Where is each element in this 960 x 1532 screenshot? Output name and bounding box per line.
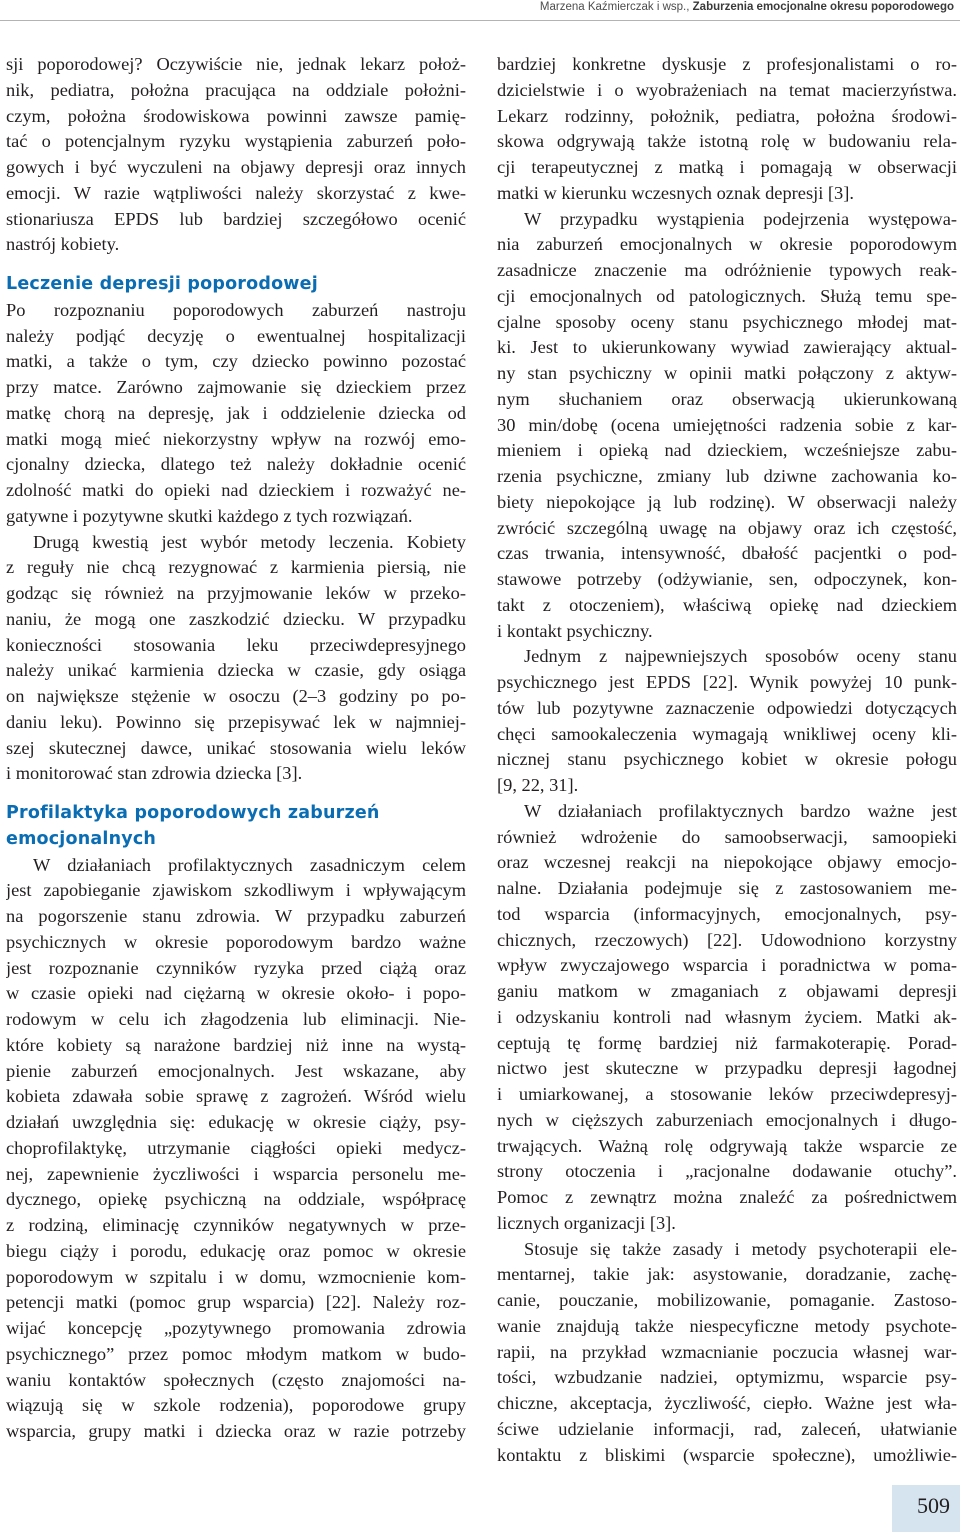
text-line: choprofilaktykę, utrzymanie ciągłości opieki medycz-	[6, 1137, 466, 1158]
text-line: nia zaburzeń emocjonalnych w okresie poporodowym	[497, 234, 957, 255]
running-header	[540, 0, 960, 20]
text-line: psychicznego jest EPDS [22]. Wynik powyżej 10 punk-	[497, 672, 957, 692]
text-line: nicznej stanu psychicznego kobiet w okresie połogu	[497, 749, 957, 770]
text-line: czym, położna środowiskowa powinni zawsze pamię-	[6, 105, 466, 126]
text-line: kontaktu z bliskimi (wsparcie społeczne), umożliwie-	[497, 1444, 957, 1465]
text-line: chęci samookaleczenia wymagają wnikliwej oceny kli-	[497, 723, 957, 744]
text-line: Stosuje się także zasady i metody psychoterapii ele-	[524, 1238, 957, 1259]
text-line: pienie zaburzeń emocjonalnych. Jest wskazane, aby	[6, 1060, 466, 1081]
text-line: i umiarkowanej, a stosowanie leków przeciwdepresyj-	[497, 1084, 957, 1104]
text-line: Drugą kwestią jest wybór metody leczenia. Kobiety	[33, 531, 466, 552]
header-rule	[0, 20, 960, 21]
text-line: ceptują tę formę bardziej niż farmakoterapię. Porad-	[497, 1032, 957, 1053]
text-line: tości, wzbudzanie nadziei, optymizmu, wsparcie psy-	[497, 1367, 957, 1388]
text-line: Jednym z najpewniejszych sposobów oceny stanu	[524, 646, 957, 667]
running-header-authors: Marzena Kaźmierczak i wsp.,	[539, 1, 690, 13]
text-line: działań uwzględnia się: edukację w okresie ciąży, psy-	[6, 1112, 466, 1132]
text-line: z rodziną, eliminację czynników negatywnych w prze-	[6, 1215, 466, 1235]
text-line: przy matce. Zarówno zajmowanie się dzieckiem przez	[6, 377, 466, 397]
paragraph-gap	[6, 258, 466, 272]
text-line: petencji matki (pomoc grup wsparcia) [22]. Należy roz-	[6, 1292, 466, 1313]
text-line: gatywne i pozytywne skutki każdego z tych rozwiązań.	[6, 505, 413, 526]
text-line: W działaniach profilaktycznych zasadniczym celem	[33, 854, 466, 875]
text-line: rodowym w celu ich złagodzenia lub eliminacji. Nie-	[6, 1009, 466, 1029]
text-line: tać o potencjalnym ryzyku wystąpienia zaburzeń poło-	[6, 131, 466, 152]
running-header-title: Zaburzenia emocjonalne okresu poporodowego	[692, 1, 954, 13]
text-line: stawowe potrzeby (odżywianie, sen, odpoczynek, kon-	[497, 569, 957, 589]
text-line: wanie znajdują także niespecyficzne metody psychote-	[497, 1315, 957, 1336]
text-line: gowych i być wyczuleni na objawy depresji oraz innych	[6, 157, 466, 177]
text-line: zdolność matki do opieki nad dzieckiem i rozważyć ne-	[6, 480, 466, 500]
text-line: cjonalny dziecka, dlatego też należy dokładnie ocenić	[6, 454, 466, 475]
text-line: biety niepokojące ją lub rodzinę). W obserwacji należy	[497, 491, 957, 512]
text-line: wpływ zwyczajowego wsparcia i poradnictwa w poma-	[497, 955, 957, 976]
text-line: tod wsparcia (informacyjnych, emocjonalnych, psy-	[497, 903, 957, 924]
text-line: canie, pouczanie, mobilizowanie, pomaganie. Zastoso-	[497, 1290, 957, 1310]
text-line: nej, zapewnienie życzliwości i wsparcia personelu me-	[6, 1163, 466, 1184]
text-line: Po rozpoznaniu poporodowych zaburzeń nastroju	[6, 299, 466, 320]
text-line: matki w kierunku wczesnych oznak depresji [3].	[497, 182, 854, 203]
section-heading: emocjonalnych	[6, 828, 157, 849]
text-line: nych w cięższych zaburzeniach emocjonalnych i długo-	[497, 1109, 957, 1130]
text-line: Pomoc z zewnątrz można znaleźć za pośrednictwem	[497, 1187, 957, 1207]
text-line: i kontakt psychiczny.	[497, 620, 653, 641]
text-line: na pogorszenie stanu zdrowia. W przypadku zaburzeń	[6, 906, 466, 926]
text-line: nalne. Działania podejmuje się z zastosowaniem me-	[497, 878, 957, 898]
text-line: skowa odgrywają także istotną rolę w budowaniu rela-	[497, 131, 957, 152]
section-heading: Profilaktyka poporodowych zaburzeń	[6, 803, 380, 823]
text-line: z reguły nie chcą rezygnować z karmienia piersią, nie	[6, 557, 466, 578]
text-line: matki mogą mieć niekorzystny wpływ na rozwój emo-	[6, 428, 466, 449]
text-line: ny stan psychiczny w opinii matki połączony z aktyw-	[497, 363, 957, 383]
text-line: sji poporodowej? Oczywiście nie, jednak lekarz położ-	[6, 54, 466, 74]
text-line: nym słuchaniem oraz obserwacją ukierunkowaną	[497, 388, 957, 409]
text-line: godząc się również na przyjmowanie leków w przeko-	[6, 583, 466, 603]
text-line: chicznych, rzeczowych) [22]. Udowodniono korzystny	[497, 929, 957, 950]
text-line: tów lub pozytywne zaznaczenie odpowiedzi dotyczących	[497, 697, 957, 718]
text-line: trwających. Ważną rolę odgrywają także wsparcie ze	[497, 1135, 957, 1156]
left-column	[6, 52, 466, 1445]
text-line: rapii, na przykład wzmacnianie poczucia własnej war-	[497, 1341, 957, 1362]
section-heading: Leczenie depresji poporodowej	[6, 274, 318, 294]
text-line: strony otoczenia i „racjonalne dodawanie otuchy”.	[497, 1161, 957, 1182]
text-line: czas trwania, intensywność, dbałość pacjentki o pod-	[497, 543, 957, 564]
text-line: 30 min/dobę (ocena umiejętności radzenia sobie z kar-	[497, 414, 957, 435]
text-line: bardziej konkretne dyskusje z profesjonalistami o ro-	[497, 54, 957, 74]
text-line: ganiu matkom w zmaganiach z objawami depresji	[497, 981, 957, 1001]
text-line: jest rozpoznanie czynników ryzyka przed ciążą oraz	[6, 957, 466, 978]
text-line: cji emocjonalnych od patologicznych. Służą temu spe-	[497, 285, 957, 306]
text-line: daniu leku). Powinno się przepisywać lek w najmniej-	[6, 711, 466, 732]
text-line: chiczne, akceptacja, życzliwość, ciepło. Ważne jest wła-	[497, 1393, 957, 1413]
text-line: dzicielstwie i o wyobrażeniach na temat macierzyństwa.	[497, 79, 957, 100]
text-line: nik, pediatra, położna pracująca na oddziale położni-	[6, 79, 466, 100]
page-number-box	[892, 1485, 960, 1532]
text-line: zasadnicze znaczenie ma odróżnienie typowych reak-	[497, 260, 957, 280]
text-line: rzenia psychiczne, zmiany lub dziwne zachowania ko-	[497, 466, 957, 486]
text-line: emocji. W razie wątpliwości należy skorzystać z kwe-	[6, 182, 466, 203]
text-line: i monitorować stan zdrowia dziecka [3].	[6, 763, 303, 784]
text-line: mieniem i opieką nad dzieckiem, wcześniejsze zabu-	[497, 440, 957, 461]
text-line: licznych organizacji [3].	[497, 1212, 676, 1233]
text-line: szej skutecznej dawce, unikać stosowania wielu leków	[6, 737, 466, 758]
text-line: i odzyskaniu kontroli nad własnym życiem. Matki ak-	[497, 1006, 957, 1027]
text-line: które kobiety są narażone bardziej niż inne na wystą-	[6, 1034, 466, 1055]
text-line: on największe stężenie w osoczu (2–3 godziny po po-	[6, 686, 466, 706]
text-line: [9, 22, 31].	[497, 775, 579, 795]
text-line: oraz wczesnej reakcji na niepokojące objawy emocjo-	[497, 852, 957, 873]
text-line: konieczności stosowania leku przeciwdepresyjnego	[6, 634, 466, 655]
text-line: psychicznych w okresie poporodowym bardzo ważne	[6, 931, 466, 952]
paragraph-gap	[6, 787, 466, 801]
text-line: cji terapeutycznej z matką i pomagają w obserwacji	[497, 157, 957, 177]
text-line: wijać koncepcję „pozytywnego promowania zdrowia	[6, 1318, 466, 1338]
text-line: poporodowym w szpitalu i w domu, wzmocnienie kom-	[6, 1266, 466, 1287]
text-line: Lekarz rodzinny, położnik, pediatra, położna środowi-	[497, 105, 957, 126]
text-line: wiązują się w szkole rodzenia), poporodowe grupy	[6, 1395, 466, 1416]
right-column	[497, 52, 957, 1468]
text-line: ki. Jest to ukierunkowany wywiad zawierający aktual-	[497, 337, 957, 358]
text-line: takt z otoczeniem), właściwą opiekę nad dzieckiem	[497, 594, 957, 615]
text-line: cjalne sposoby oceny stanu psychicznego młodej mat-	[497, 311, 957, 332]
page-number: 509	[917, 1493, 950, 1518]
text-line: psychicznego” przez pomoc młodym matkom w budo-	[6, 1343, 466, 1364]
text-line: również wdrożenie do samoobserwacji, samoopieki	[497, 826, 957, 847]
text-line: ściwe udzielanie informacji, rad, zaleceń, ułatwianie	[497, 1418, 957, 1439]
text-line: należy podjąć decyzję o ewentualnej hospitalizacji	[6, 325, 466, 346]
text-line: kobieta zdawała sobie sprawę z zagrożeń. Wśród wielu	[6, 1086, 466, 1107]
text-line: W działaniach profilaktycznych bardzo ważne jest	[524, 800, 957, 821]
text-line: jest zapobieganie zjawiskom szkodliwym i wpływającym	[6, 880, 466, 901]
text-line: należy unikać karmienia dziecka w czasie, gdy osiąga	[6, 660, 466, 681]
text-line: w czasie opieki nad ciężarną w okresie około- i popo-	[6, 983, 466, 1004]
text-line: nastrój kobiety.	[6, 234, 120, 255]
text-line: mentarnej, takie jak: asystowanie, doradzanie, zachę-	[497, 1264, 957, 1285]
text-line: biegu ciąży i porodu, edukację oraz pomoc w okresie	[6, 1240, 466, 1261]
text-line: waniu kontaktów społecznych (często znajomości na-	[6, 1369, 466, 1390]
text-line: W przypadku wystąpienia podejrzenia występowa-	[524, 208, 957, 229]
text-line: matkę chorą na depresję, jak i oddzielenie dziecka od	[6, 402, 466, 423]
text-line: dycznego, opiekę psychiczną na oddziale, współpracę	[6, 1189, 466, 1210]
text-line: matki, a także o tym, czy dziecko powinno pozostać	[6, 351, 466, 372]
text-line: stionariusza EPDS lub bardziej szczegółowo ocenić	[6, 208, 466, 229]
text-line: naniu, że mogą one zaszkodzić dziecku. W przypadku	[6, 608, 466, 629]
text-line: zwrócić szczególną uwagę na objawy oraz ich częstość,	[497, 517, 957, 538]
text-line: wsparcia, grupy matki i dziecka oraz w razie potrzeby	[6, 1421, 466, 1441]
text-line: nictwo jest skuteczne w przypadku depresji łagodnej	[497, 1058, 957, 1079]
